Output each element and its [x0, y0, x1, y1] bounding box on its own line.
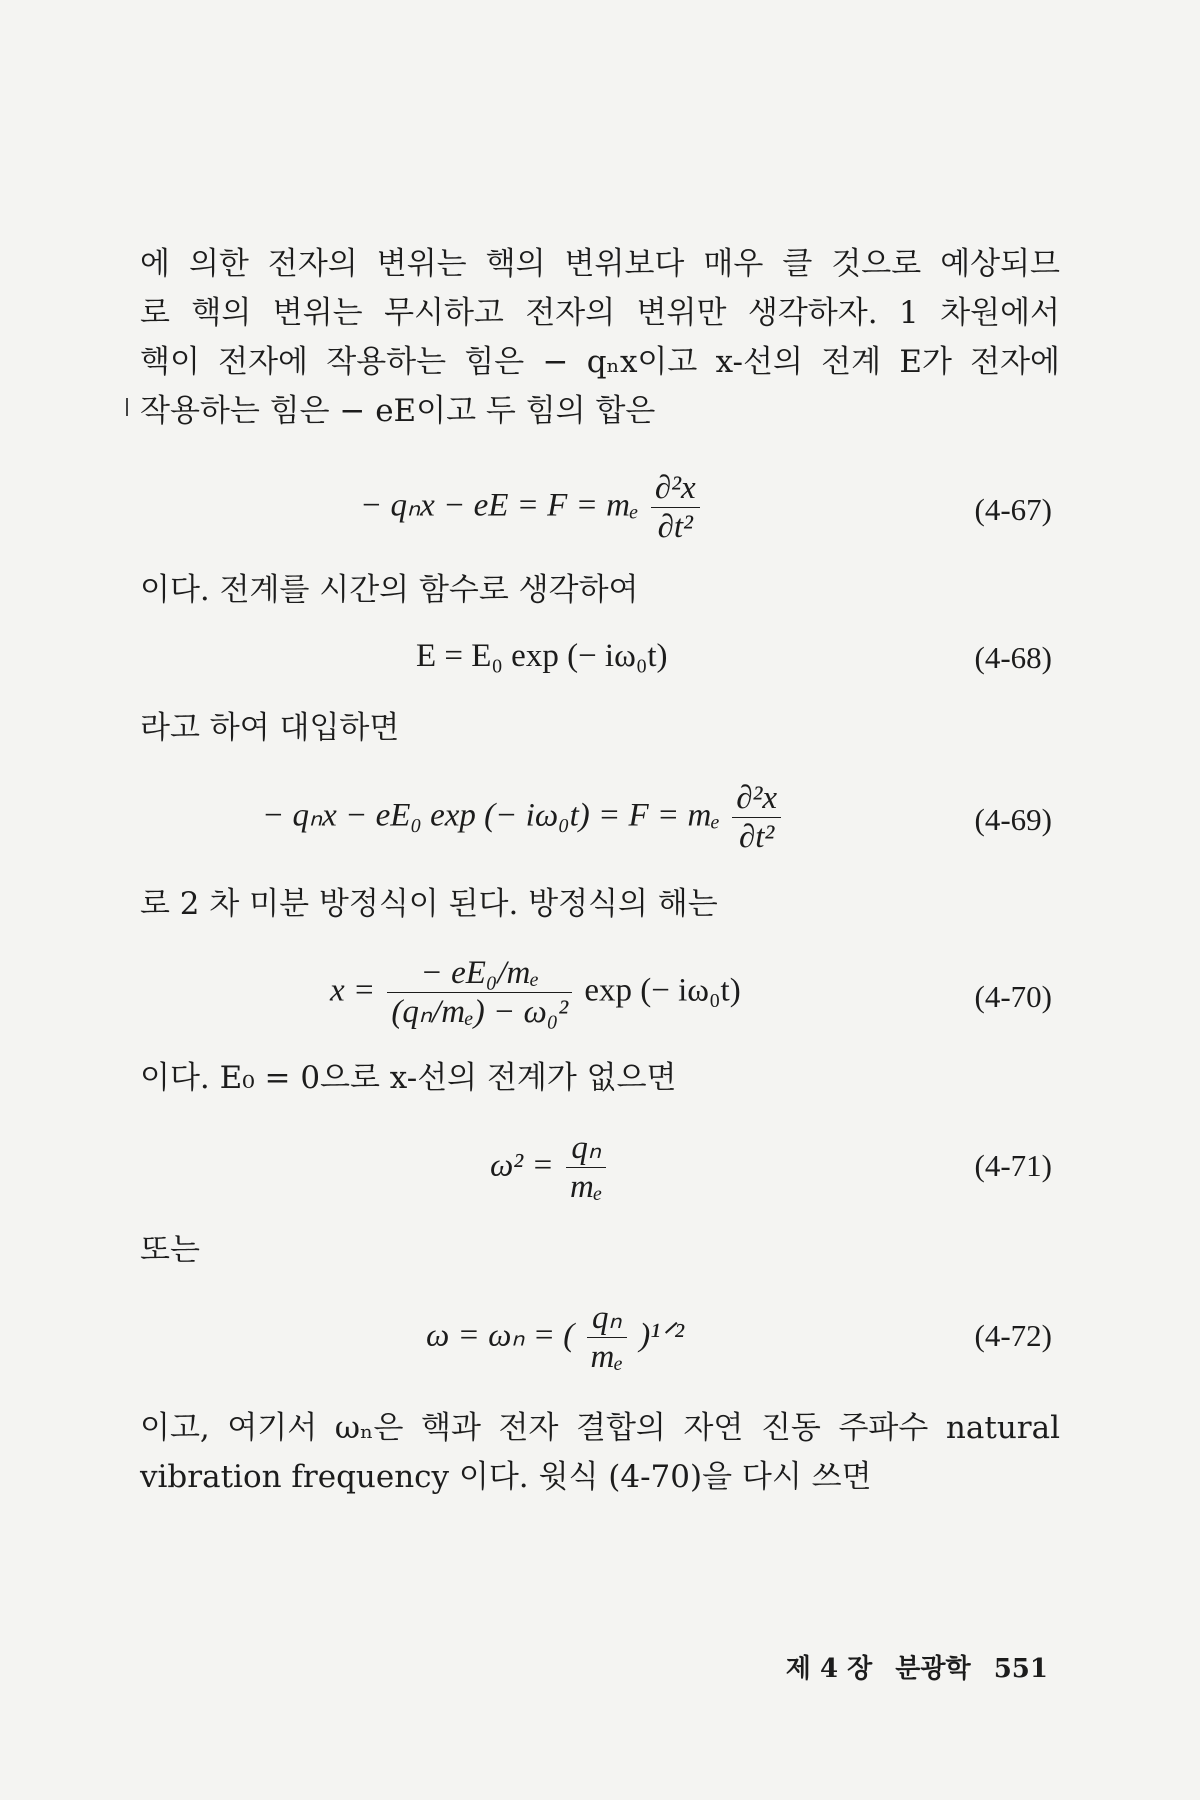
equation-4-71: [0, 1130, 1200, 1210]
text-line: 핵이 전자에 작용하는 힘은 − qₙx이고 x-선의 전계 E가 전자에: [140, 344, 1060, 380]
paragraph: 이다. E₀ = 0으로 x-선의 전계가 없으면: [140, 1060, 677, 1096]
text-line: vibration frequency 이다. 윗식 (4-70)을 다시 쓰면: [140, 1459, 872, 1495]
equation-lhs: − qₙx − eE₀ exp (− iω₀t) = F = mₑ: [262, 797, 720, 834]
equation-rhs: )¹ᐟ²: [639, 1317, 685, 1354]
fraction-numerator: ∂²x: [651, 470, 700, 508]
fraction: [732, 780, 781, 856]
fraction-denominator: (qₙ/mₑ) − ω₀²: [391, 994, 569, 1031]
fraction-numerator: ∂²x: [732, 780, 781, 818]
equation-lhs: ω² =: [490, 1147, 554, 1184]
equation-number: (4-68): [974, 640, 1052, 675]
text-line: 작용하는 힘은 − eE이고 두 힘의 합은: [140, 393, 656, 429]
fraction: [651, 470, 700, 546]
fraction-denominator: mₑ: [569, 1169, 603, 1206]
paragraph: 로 2 차 미분 방정식이 된다. 방정식의 해는: [140, 886, 718, 922]
paragraph-intro: [140, 240, 1060, 436]
equation-number: (4-72): [974, 1318, 1052, 1353]
margin-mark: [126, 398, 128, 416]
chapter-label: 제 4 장: [785, 1654, 873, 1684]
equation-lhs: x =: [330, 972, 376, 1009]
equation-rhs: exp (− iω₀t): [584, 972, 741, 1009]
text-line: 에 의한 전자의 변위는 핵의 변위보다 매우 클 것으로 예상되므: [140, 246, 1060, 282]
fraction-denominator: ∂t²: [657, 509, 693, 546]
fraction-denominator: mₑ: [590, 1339, 624, 1376]
paragraph-closing: [140, 1404, 1060, 1502]
page-number: 551: [993, 1654, 1048, 1684]
equation-4-67: [0, 470, 1200, 550]
paragraph: 이다. 전계를 시간의 함수로 생각하여: [140, 572, 639, 608]
equation-number: (4-69): [974, 802, 1052, 837]
equation-4-70: [0, 955, 1200, 1045]
fraction: [587, 1300, 627, 1376]
equation-number: (4-67): [974, 492, 1052, 527]
page-footer: [772, 1648, 1048, 1685]
equation-4-68: [0, 638, 1200, 688]
equation-4-69: [0, 780, 1200, 860]
fraction-numerator: − eE₀/mₑ: [387, 955, 572, 993]
equation-number: (4-70): [974, 979, 1052, 1014]
paragraph: 또는: [140, 1232, 200, 1268]
fraction-denominator: ∂t²: [738, 819, 775, 856]
fraction: [566, 1130, 606, 1206]
equation-lhs: − qₙx − eE = F = mₑ: [360, 487, 639, 524]
equation-number: (4-71): [974, 1148, 1052, 1183]
fraction-numerator: qₙ: [587, 1300, 627, 1338]
equation-text: E = E₀ exp (− iω₀t): [416, 638, 668, 674]
equation-4-72: [0, 1300, 1200, 1380]
fraction: [387, 955, 572, 1031]
text-line: 로 핵의 변위는 무시하고 전자의 변위만 생각하자. 1 차원에서: [140, 295, 1060, 331]
equation-lhs: ω = ωₙ = (: [426, 1317, 575, 1354]
fraction-numerator: qₙ: [566, 1130, 606, 1168]
chapter-title: 분광학: [895, 1654, 971, 1684]
text-line: 이고, 여기서 ωₙ은 핵과 전자 결합의 자연 진동 주파수 natural: [140, 1410, 1060, 1446]
paragraph: 라고 하여 대입하면: [140, 710, 400, 746]
